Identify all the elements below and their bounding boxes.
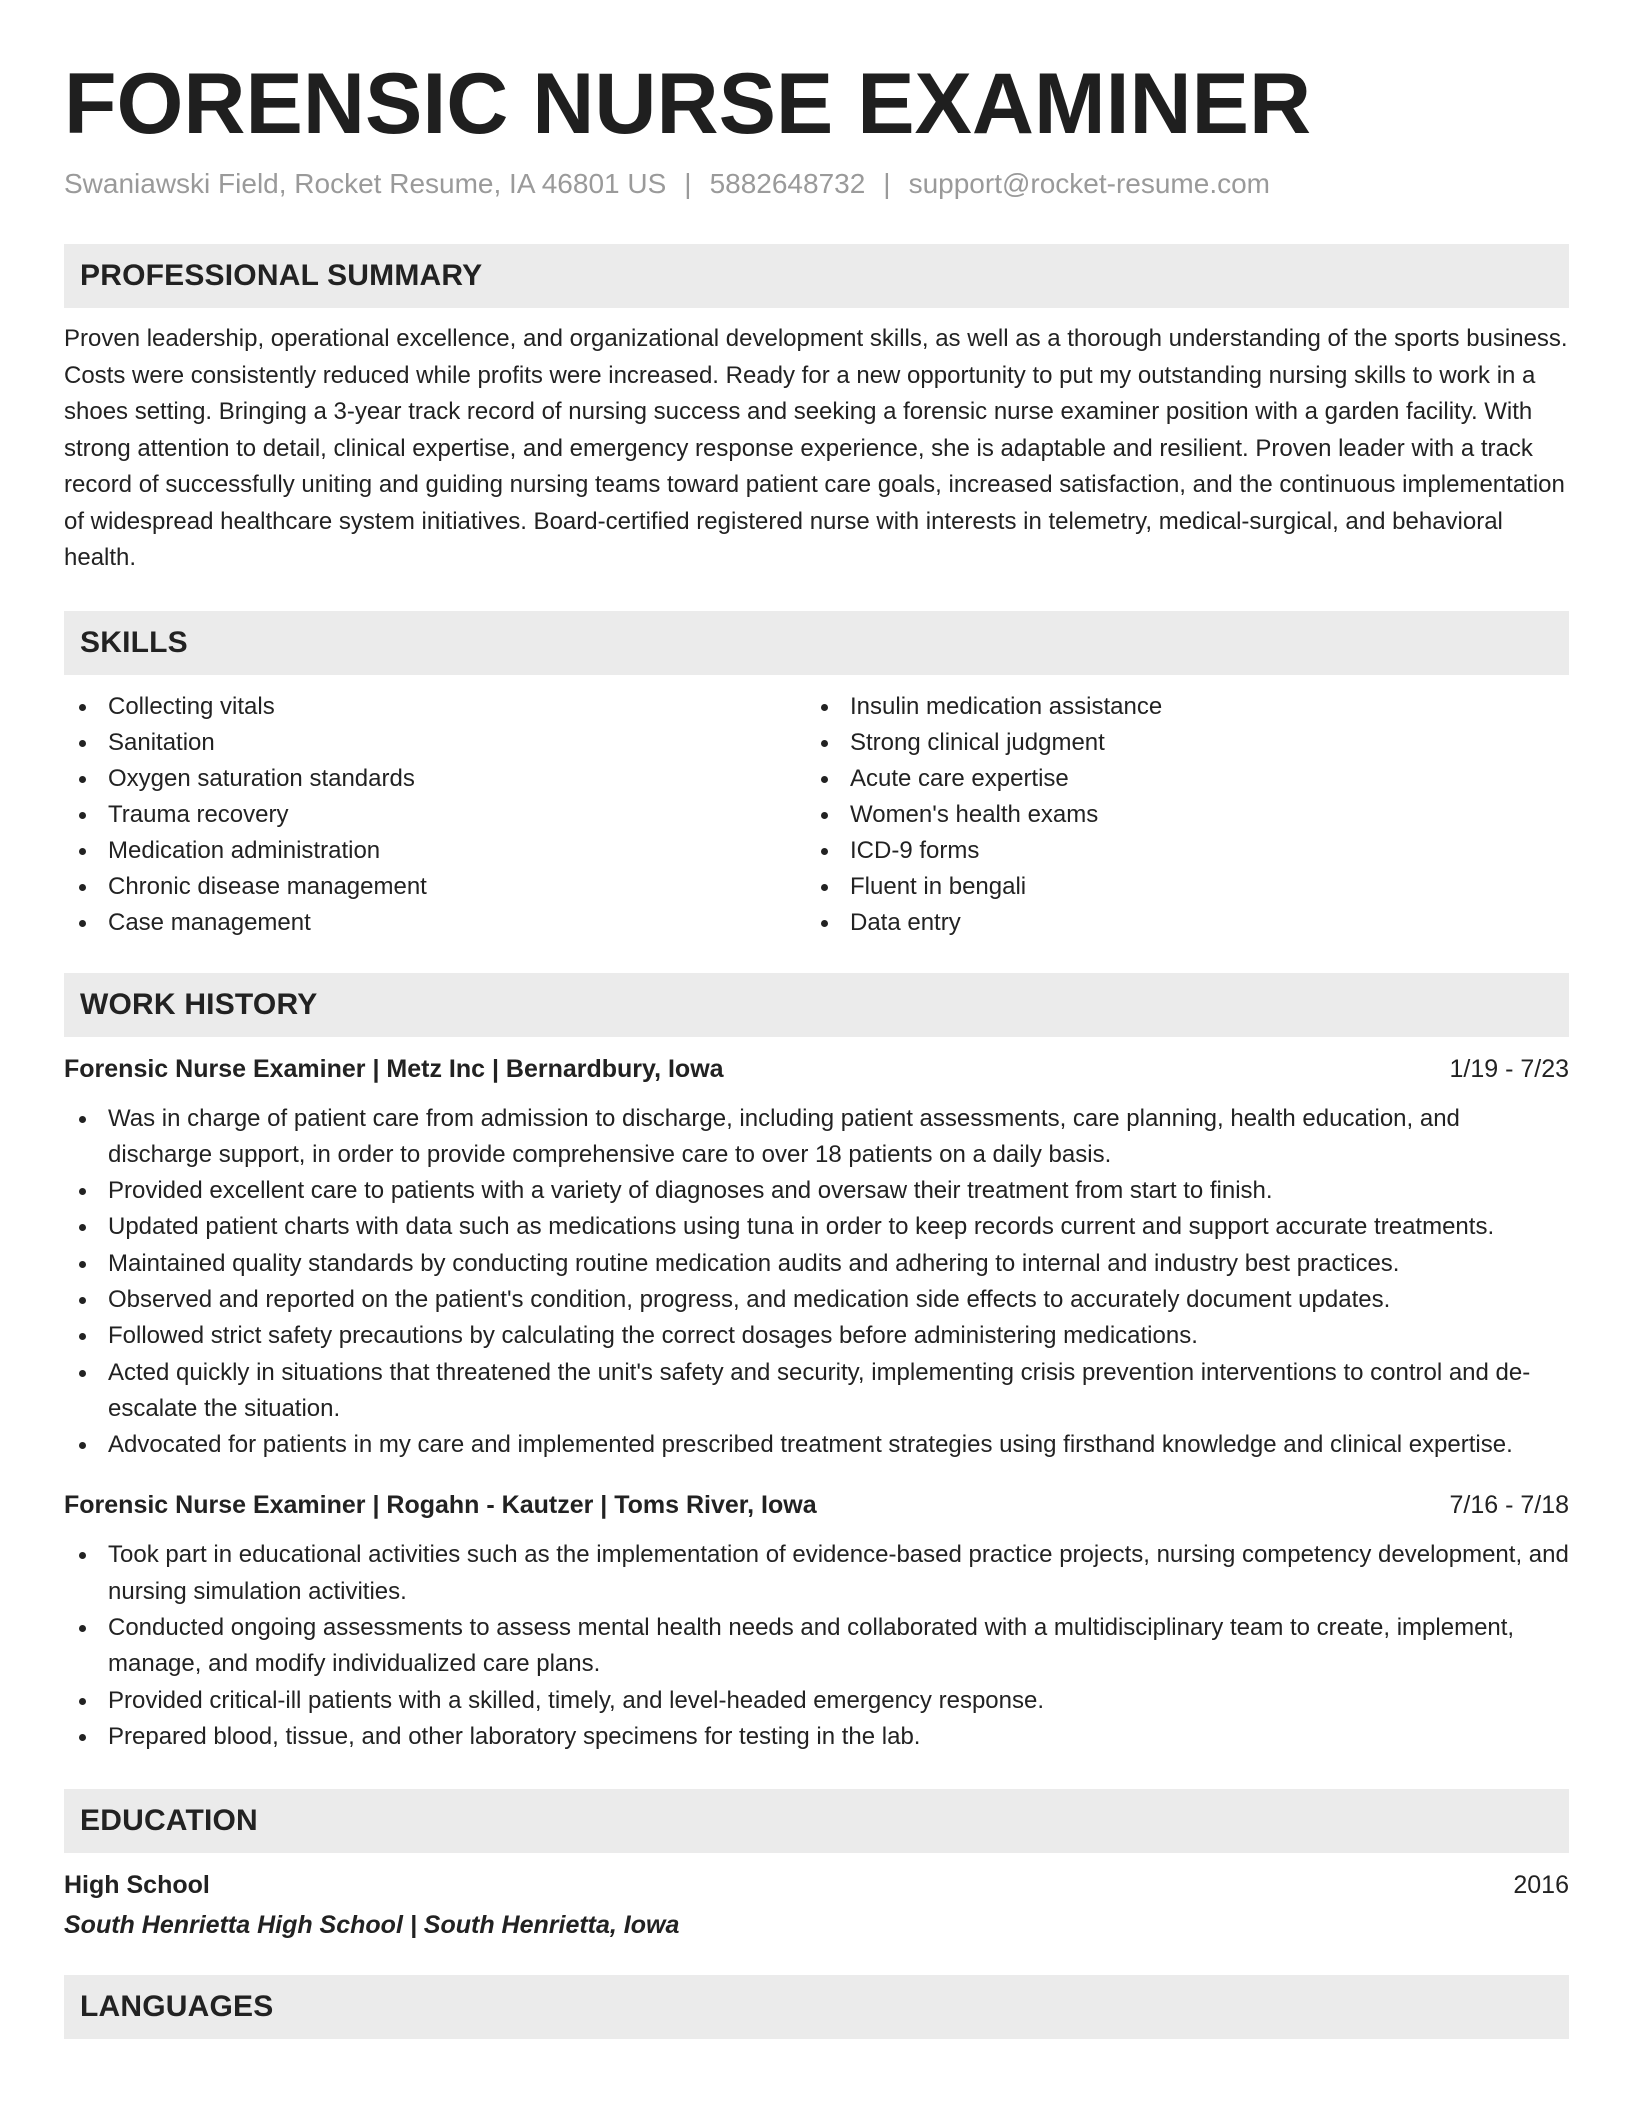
job-bullet: Took part in educational activities such as the implementation of evidence-based practice projects, nursing competency development, and nursing simulation activities.	[64, 1537, 1569, 1610]
contact-phone: 5882648732	[709, 168, 866, 199]
job-entry	[64, 1051, 1569, 1464]
skill-item: Case management	[64, 905, 806, 941]
skills-list	[64, 689, 1569, 941]
job-header	[64, 1487, 1569, 1523]
contact-email: support@rocket-resume.com	[908, 168, 1271, 199]
skill-item: Insulin medication assistance	[806, 689, 1548, 725]
skill-item: Sanitation	[64, 725, 806, 761]
job-bullet: Advocated for patients in my care and implemented prescribed treatment strategies using firsthand knowledge and clinical expertise.	[64, 1427, 1569, 1463]
resume-page	[64, 48, 1569, 2039]
candidate-name: FORENSIC NURSE EXAMINER	[64, 56, 1312, 152]
education-year: 2016	[1513, 1871, 1569, 1900]
skill-item: Fluent in bengali	[806, 869, 1548, 905]
job-bullet: Updated patient charts with data such as medications using tuna in order to keep records current and support accurate treatments.	[64, 1209, 1569, 1245]
languages-section-header: LANGUAGES	[64, 1975, 1569, 2039]
education-section-header: EDUCATION	[64, 1789, 1569, 1853]
skill-item: Acute care expertise	[806, 761, 1548, 797]
education-header	[64, 1867, 1569, 1903]
job-dates: 1/19 - 7/23	[1449, 1054, 1569, 1083]
job-bullet: Followed strict safety precautions by calculating the correct dosages before administering medications.	[64, 1318, 1569, 1354]
job-bullets	[64, 1537, 1569, 1755]
skills-column-left	[64, 689, 806, 941]
skill-item: Chronic disease management	[64, 869, 806, 905]
skill-item: Women's health exams	[806, 797, 1548, 833]
summary-text: Proven leadership, operational excellence, and organizational development skills, as well as a thorough understanding of the sports business. Costs were consistently reduced while profits were increased. Ready for a new opportunity to put my outstanding nursing skills to work in a shoes setting. Bringing a 3-year track record of nursing success and seeking a forensic nurse examiner position with a garden facility. With strong attention to detail, clinical expertise, and emergency response experience, she is adaptable and resilient. Proven leader with a track record of successfully uniting and guiding nursing teams toward patient care goals, increased satisfaction, and the continuous implementation of widespread healthcare system initiatives. Board-certified registered nurse with interests in telemetry, medical-surgical, and behavioral health.	[64, 325, 1568, 571]
contact-separator: |	[684, 168, 692, 199]
skill-item: Strong clinical judgment	[806, 725, 1548, 761]
skill-item: ICD-9 forms	[806, 833, 1548, 869]
skill-item: Trauma recovery	[64, 797, 806, 833]
skill-item: Oxygen saturation standards	[64, 761, 806, 797]
job-title: Forensic Nurse Examiner | Rogahn - Kautzer | Toms River, Iowa	[64, 1491, 817, 1520]
job-bullet: Provided critical-ill patients with a skilled, timely, and level-headed emergency response.	[64, 1683, 1569, 1719]
job-entry	[64, 1487, 1569, 1755]
job-dates: 7/16 - 7/18	[1449, 1491, 1569, 1520]
education-school: South Henrietta High School | South Henrietta, Iowa	[64, 1911, 680, 1940]
job-title: Forensic Nurse Examiner | Metz Inc | Bernardbury, Iowa	[64, 1054, 724, 1083]
job-bullet: Was in charge of patient care from admission to discharge, including patient assessments, care planning, health education, and discharge support, in order to provide comprehensive care to over 18 patients on a daily basis.	[64, 1101, 1569, 1174]
skill-item: Data entry	[806, 905, 1548, 941]
education-degree: High School	[64, 1871, 210, 1900]
skill-item: Collecting vitals	[64, 689, 806, 725]
job-header	[64, 1051, 1569, 1087]
job-bullets	[64, 1101, 1569, 1464]
work-section-header: WORK HISTORY	[64, 973, 1569, 1037]
education-entry	[64, 1867, 1569, 1943]
summary-section-header: PROFESSIONAL SUMMARY	[64, 244, 1569, 308]
job-bullet: Provided excellent care to patients with a variety of diagnoses and oversaw their treatment from start to finish.	[64, 1173, 1569, 1209]
contact-line	[64, 164, 1569, 204]
contact-address: Swaniawski Field, Rocket Resume, IA 46801 US	[64, 168, 667, 199]
job-bullet: Observed and reported on the patient's condition, progress, and medication side effects to accurately document updates.	[64, 1282, 1569, 1318]
job-bullet: Acted quickly in situations that threatened the unit's safety and security, implementing crisis prevention interventions to control and de-escalate the situation.	[64, 1355, 1569, 1428]
job-bullet: Prepared blood, tissue, and other laboratory specimens for testing in the lab.	[64, 1719, 1569, 1755]
skills-column-right	[806, 689, 1548, 941]
job-bullet: Maintained quality standards by conducting routine medication audits and adhering to internal and industry best practices.	[64, 1246, 1569, 1282]
job-bullet: Conducted ongoing assessments to assess mental health needs and collaborated with a multidisciplinary team to create, implement, manage, and modify individualized care plans.	[64, 1610, 1569, 1683]
skill-item: Medication administration	[64, 833, 806, 869]
contact-separator: |	[883, 168, 891, 199]
skills-section-header: SKILLS	[64, 611, 1569, 675]
